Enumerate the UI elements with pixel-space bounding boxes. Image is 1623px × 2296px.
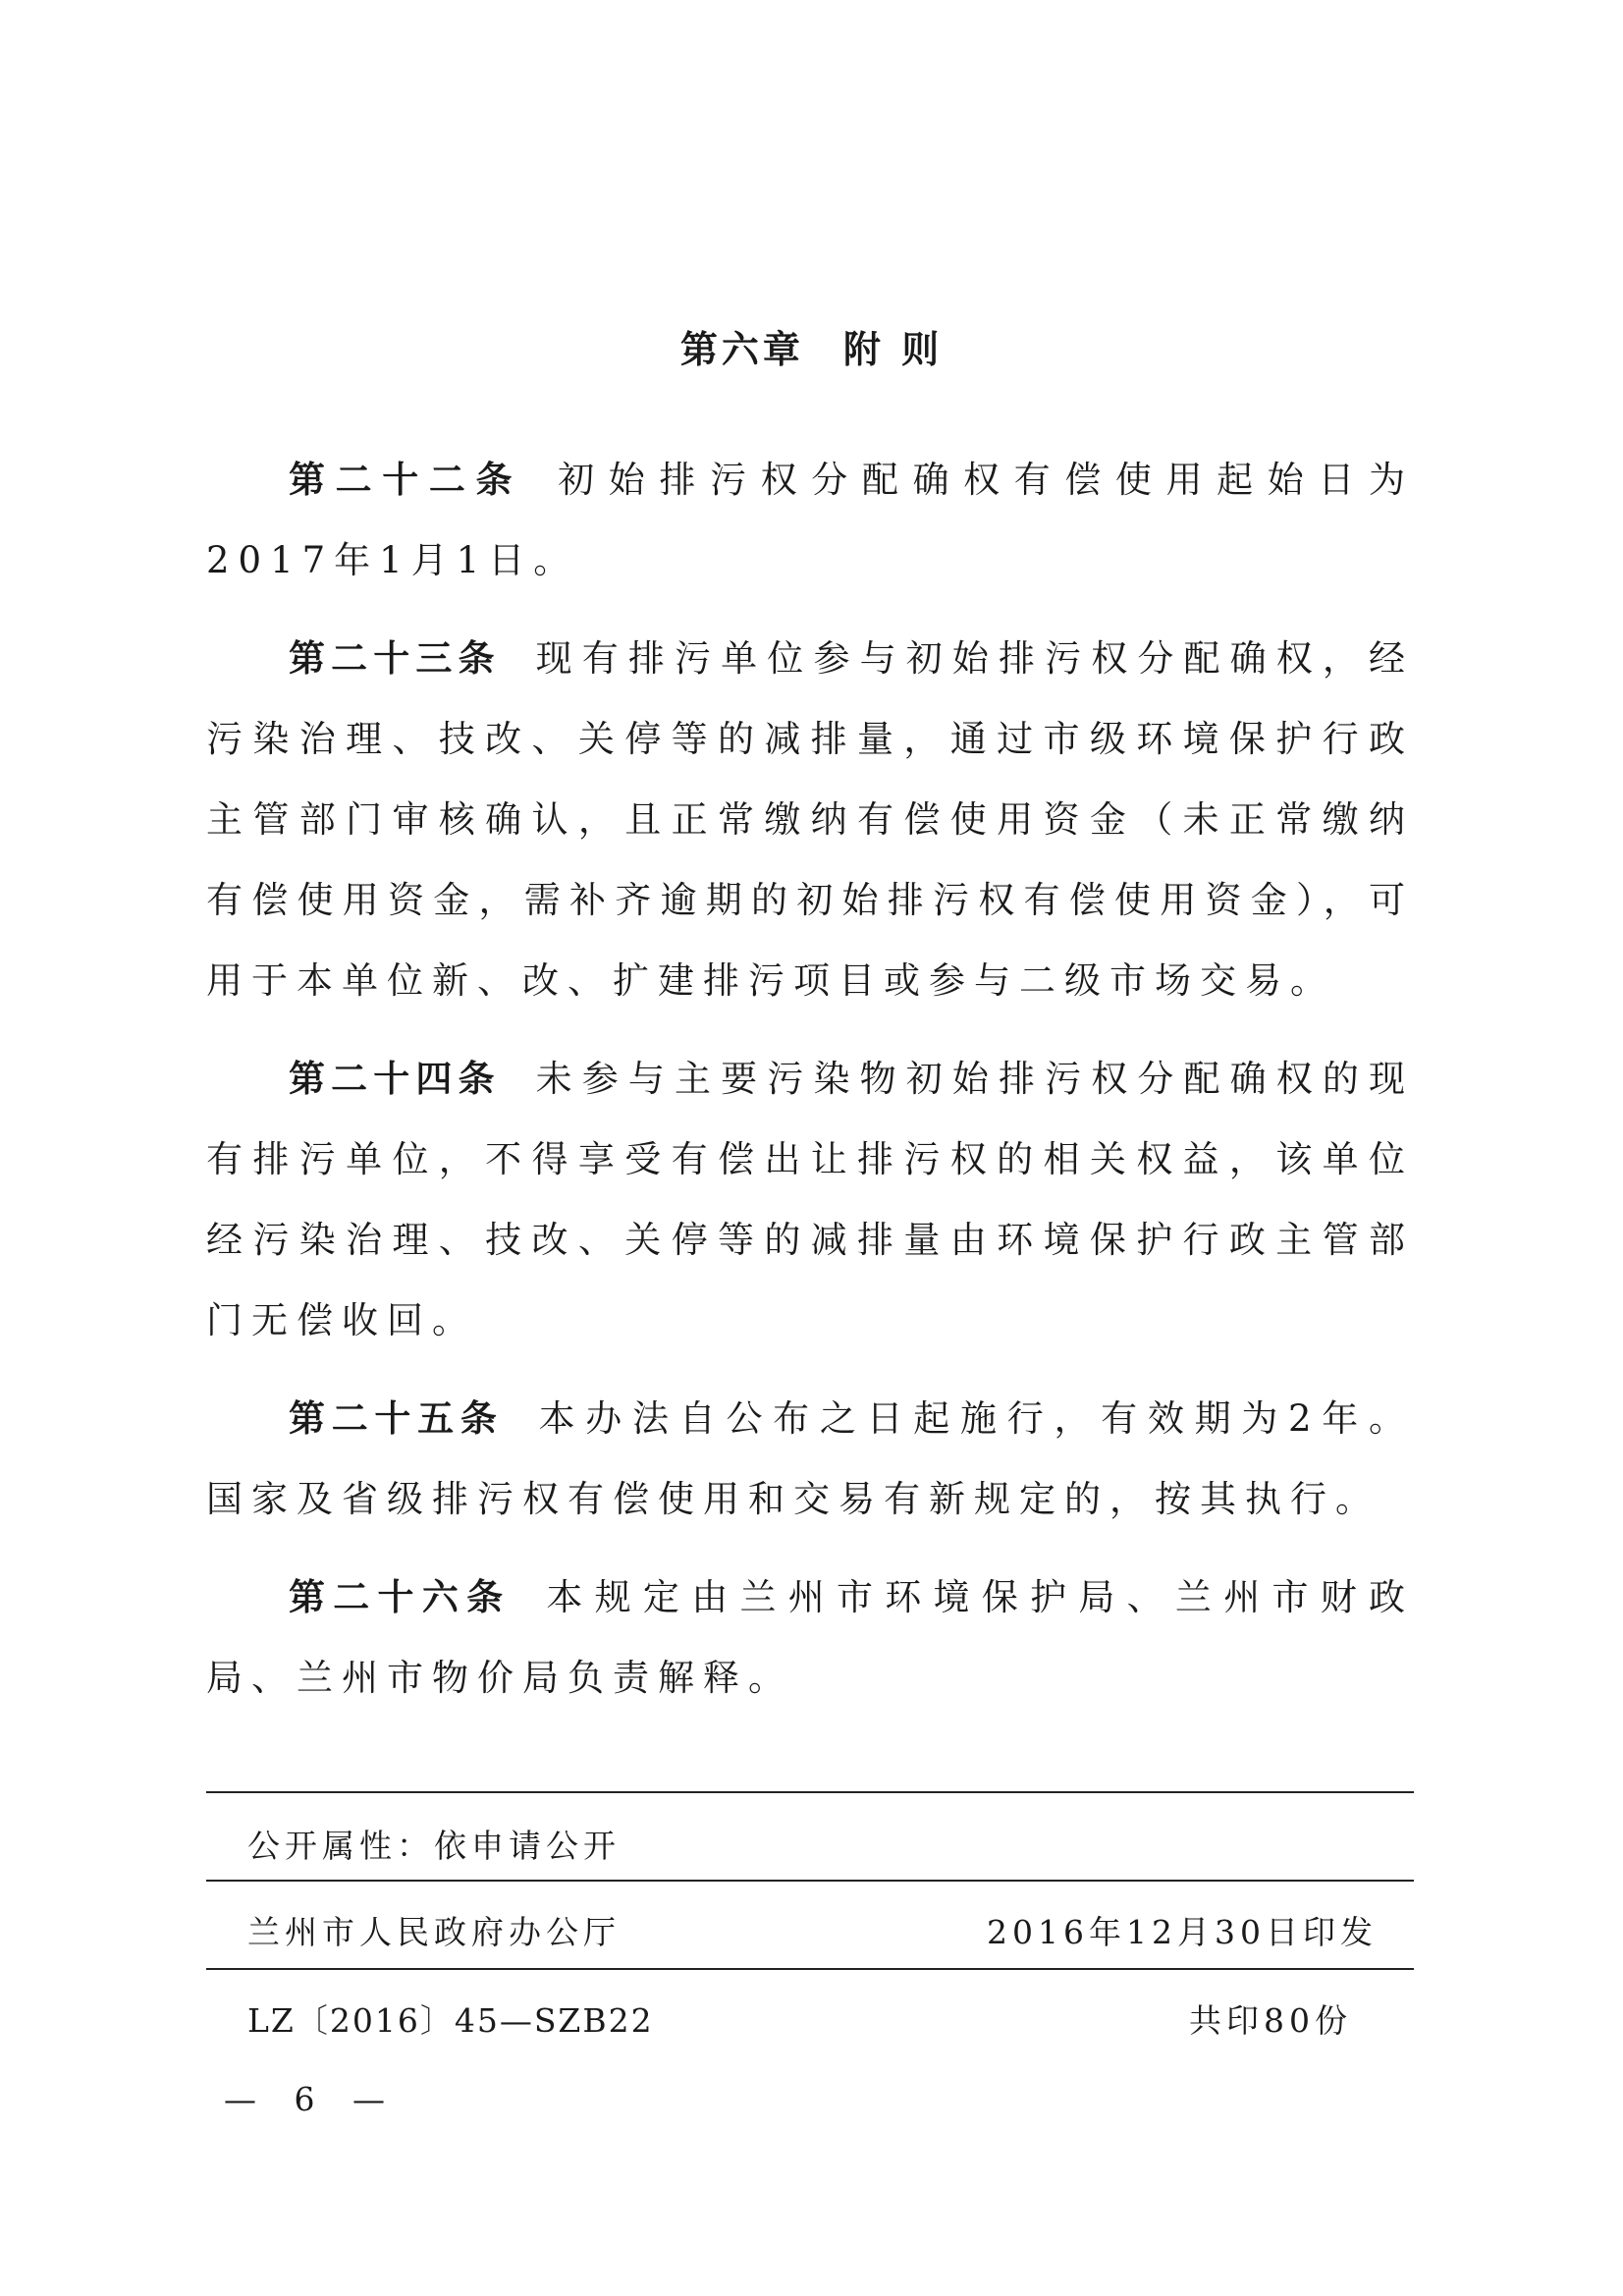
article-22 — [206, 440, 1414, 601]
issue-date: 2016年12月30日印发 — [987, 1913, 1378, 1951]
chapter-title — [0, 322, 1623, 377]
article-text: 初始排污权分配确权有偿使用起始日为2017年1月1日。 — [206, 459, 1415, 581]
chapter-name: 附 则 — [842, 328, 944, 371]
chapter-number: 第六章 — [679, 328, 804, 371]
article-text: 现有排污单位参与初始排污权分配确权，经污染治理、技改、关停等的减排量，通过市级环境保护行政主管部门审核确认，且正常缴纳有偿使用资金（未正常缴纳有偿使用资金，需补齐逾期的初始排污权有偿使用资金），可用于本单位新、改、扩建排污项目或参与二级市场交易。 — [206, 637, 1415, 1002]
article-number: 第二十二条 — [289, 459, 523, 501]
document-code: LZ〔2016〕45—SZB22 — [247, 2001, 654, 2040]
article-number: 第二十六条 — [289, 1576, 512, 1618]
article-text: 未参与主要污染物初始排污权分配确权的现有排污单位，不得享受有偿出让排污权的相关权益，该单位经污染治理、技改、关停等的减排量由环境保护行政主管部门无偿收回。 — [206, 1058, 1415, 1341]
article-25 — [206, 1379, 1414, 1540]
issuing-office: 兰州市人民政府办公厅 — [247, 1913, 621, 1951]
article-text: 本规定由兰州市环境保护局、兰州市财政局、兰州市物价局负责解释。 — [206, 1576, 1415, 1699]
article-26 — [206, 1558, 1414, 1719]
article-number: 第二十五条 — [289, 1397, 504, 1440]
footer-rule-bottom — [206, 1968, 1414, 1970]
page-number: — 6 — — [224, 2080, 399, 2118]
document-body — [206, 440, 1414, 1736]
footer-rule-middle — [206, 1880, 1414, 1882]
article-text: 本办法自公布之日起施行，有效期为2年。国家及省级排污权有偿使用和交易有新规定的，按其执行。 — [206, 1397, 1414, 1520]
article-number: 第二十三条 — [289, 637, 501, 680]
article-number: 第二十四条 — [289, 1058, 501, 1100]
print-copies: 共印80份 — [1189, 2001, 1352, 2040]
footer-rule-top — [206, 1791, 1414, 1793]
disclosure-attribute: 公开属性：依申请公开 — [247, 1827, 621, 1865]
article-24 — [206, 1039, 1414, 1361]
article-23 — [206, 619, 1414, 1021]
